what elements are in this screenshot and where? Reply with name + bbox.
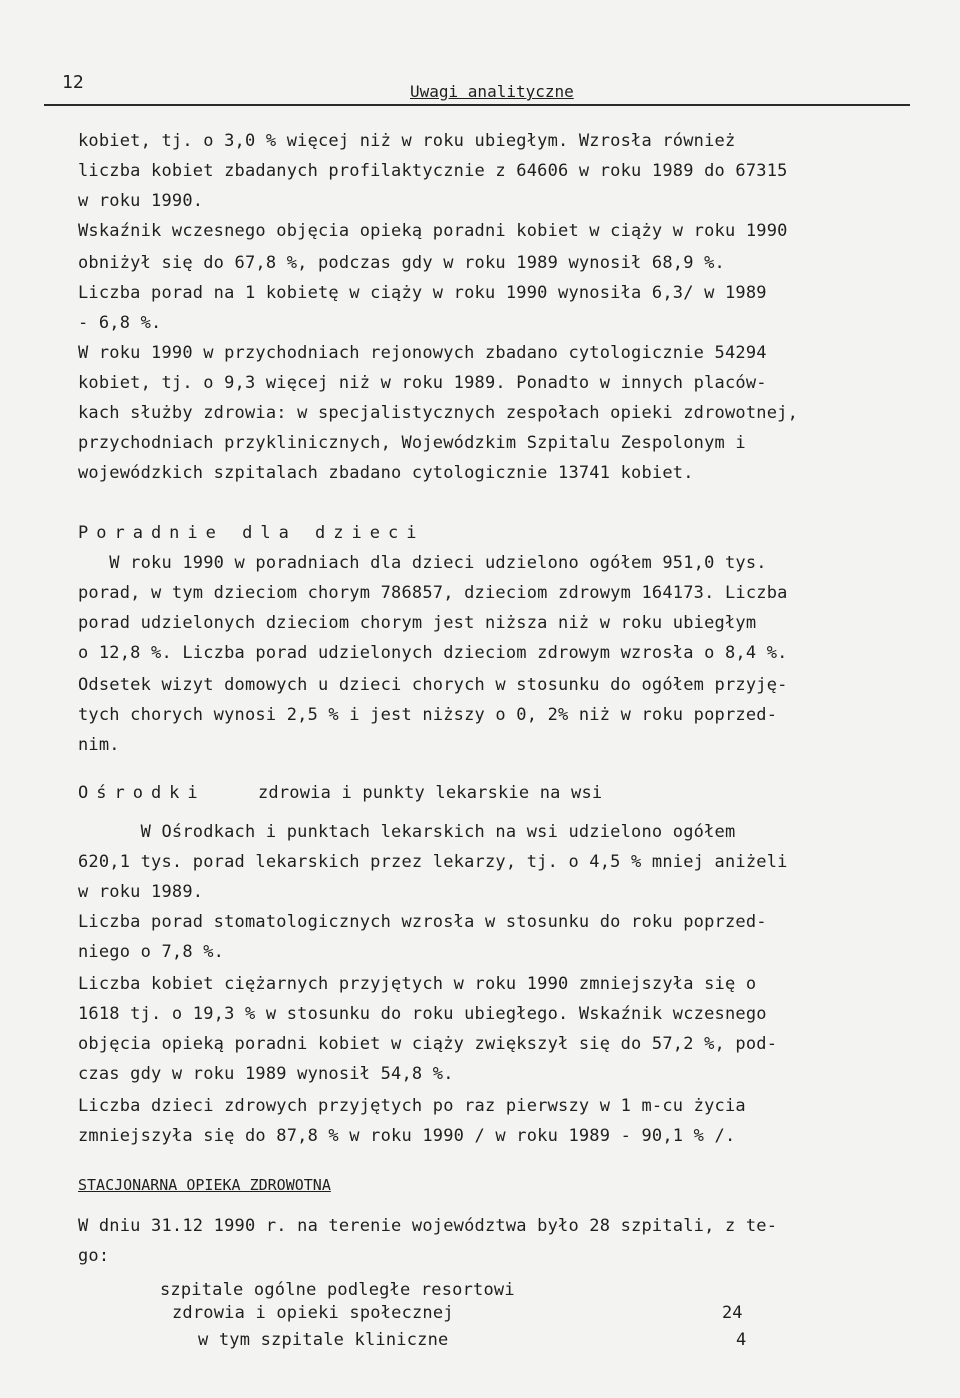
table-label-line: w tym szpitale kliniczne: [198, 1330, 449, 1350]
text-line: Liczba porad stomatologicznych wzrosła w stosunku do roku poprzed-: [78, 912, 767, 932]
text-line: czas gdy w roku 1989 wynosił 54,8 %.: [78, 1064, 454, 1084]
text-line: w roku 1989.: [78, 882, 204, 902]
text-line: kobiet, tj. o 3,0 % więcej niż w roku ubiegłym. Wzrosła również: [78, 131, 736, 151]
text-line: o 12,8 %. Liczba porad udzielonych dzieciom zdrowym wzrosła o 8,4 %.: [78, 643, 788, 663]
text-line: W Ośrodkach i punktach lekarskich na wsi udzielono ogółem: [78, 822, 736, 842]
text-line: kach służby zdrowia: w specjalistycznych zespołach opieki zdrowotnej,: [78, 403, 799, 423]
general-hospitals-count: 24: [722, 1303, 743, 1323]
text-line: Wskaźnik wczesnego objęcia opieką poradni kobiet w ciąży w roku 1990: [78, 221, 788, 241]
text-line: porad, w tym dzieciom chorym 786857, dzieciom zdrowym 164173. Liczba: [78, 583, 788, 603]
text-line: W dniu 31.12 1990 r. na terenie województwa było 28 szpitali, z te-: [78, 1216, 778, 1236]
text-line: zmniejszyła się do 87,8 % w roku 1990 / w roku 1989 - 90,1 % /.: [78, 1126, 736, 1146]
text-line: 620,1 tys. porad lekarskich przez lekarzy, tj. o 4,5 % mniej aniżeli: [78, 852, 788, 872]
text-line: - 6,8 %.: [78, 313, 162, 333]
subsection-heading-centers-rest: zdrowia i punkty lekarskie na wsi: [258, 783, 603, 803]
header-rule: [44, 104, 910, 106]
running-title: Uwagi analityczne: [410, 82, 574, 101]
text-line: objęcia opieką poradni kobiet w ciąży zwiększył się do 57,2 %, pod-: [78, 1034, 778, 1054]
text-line: wojewódzkich szpitalach zbadano cytologicznie 13741 kobiet.: [78, 463, 694, 483]
text-line: Liczba kobiet ciężarnych przyjętych w roku 1990 zmniejszyła się o: [78, 974, 757, 994]
clinical-hospitals-count: 4: [736, 1330, 747, 1350]
text-line: go:: [78, 1246, 110, 1266]
table-label-line: zdrowia i opieki społecznej: [172, 1303, 454, 1323]
text-line: nim.: [78, 735, 120, 755]
text-line: Liczba dzieci zdrowych przyjętych po raz pierwszy w 1 m-cu życia: [78, 1096, 746, 1116]
text-line: tych chorych wynosi 2,5 % i jest niższy o 0, 2% niż w roku poprzed-: [78, 705, 778, 725]
text-line: W roku 1990 w poradniach dla dzieci udzielono ogółem 951,0 tys.: [78, 553, 767, 573]
text-line: kobiet, tj. o 9,3 więcej niż w roku 1989. Ponadto w innych placów-: [78, 373, 767, 393]
text-line: obniżył się do 67,8 %, podczas gdy w roku 1989 wynosił 68,9 %.: [78, 253, 725, 273]
section-heading-inpatient: STACJONARNA OPIEKA ZDROWOTNA: [78, 1176, 331, 1194]
text-line: Odsetek wizyt domowych u dzieci chorych w stosunku do ogółem przyję-: [78, 675, 788, 695]
page-number: 12: [62, 72, 84, 93]
subsection-heading-centers: Ośrodki: [78, 783, 206, 803]
text-line: W roku 1990 w przychodniach rejonowych zbadano cytologicznie 54294: [78, 343, 767, 363]
text-line: 1618 tj. o 19,3 % w stosunku do roku ubiegłego. Wskaźnik wczesnego: [78, 1004, 767, 1024]
text-line: liczba kobiet zbadanych profilaktycznie z 64606 w roku 1989 do 67315: [78, 161, 788, 181]
text-line: przychodniach przyklinicznych, Wojewódzkim Szpitalu Zespolonym i: [78, 433, 746, 453]
text-line: porad udzielonych dzieciom chorym jest niższa niż w roku ubiegłym: [78, 613, 757, 633]
text-line: w roku 1990.: [78, 191, 204, 211]
table-label-line: szpitale ogólne podległe resortowi: [160, 1280, 515, 1300]
subsection-heading-children: Poradnie dla dzieci: [78, 523, 425, 543]
text-line: Liczba porad na 1 kobietę w ciąży w roku 1990 wynosiła 6,3/ w 1989: [78, 283, 767, 303]
text-line: niego o 7,8 %.: [78, 942, 225, 962]
